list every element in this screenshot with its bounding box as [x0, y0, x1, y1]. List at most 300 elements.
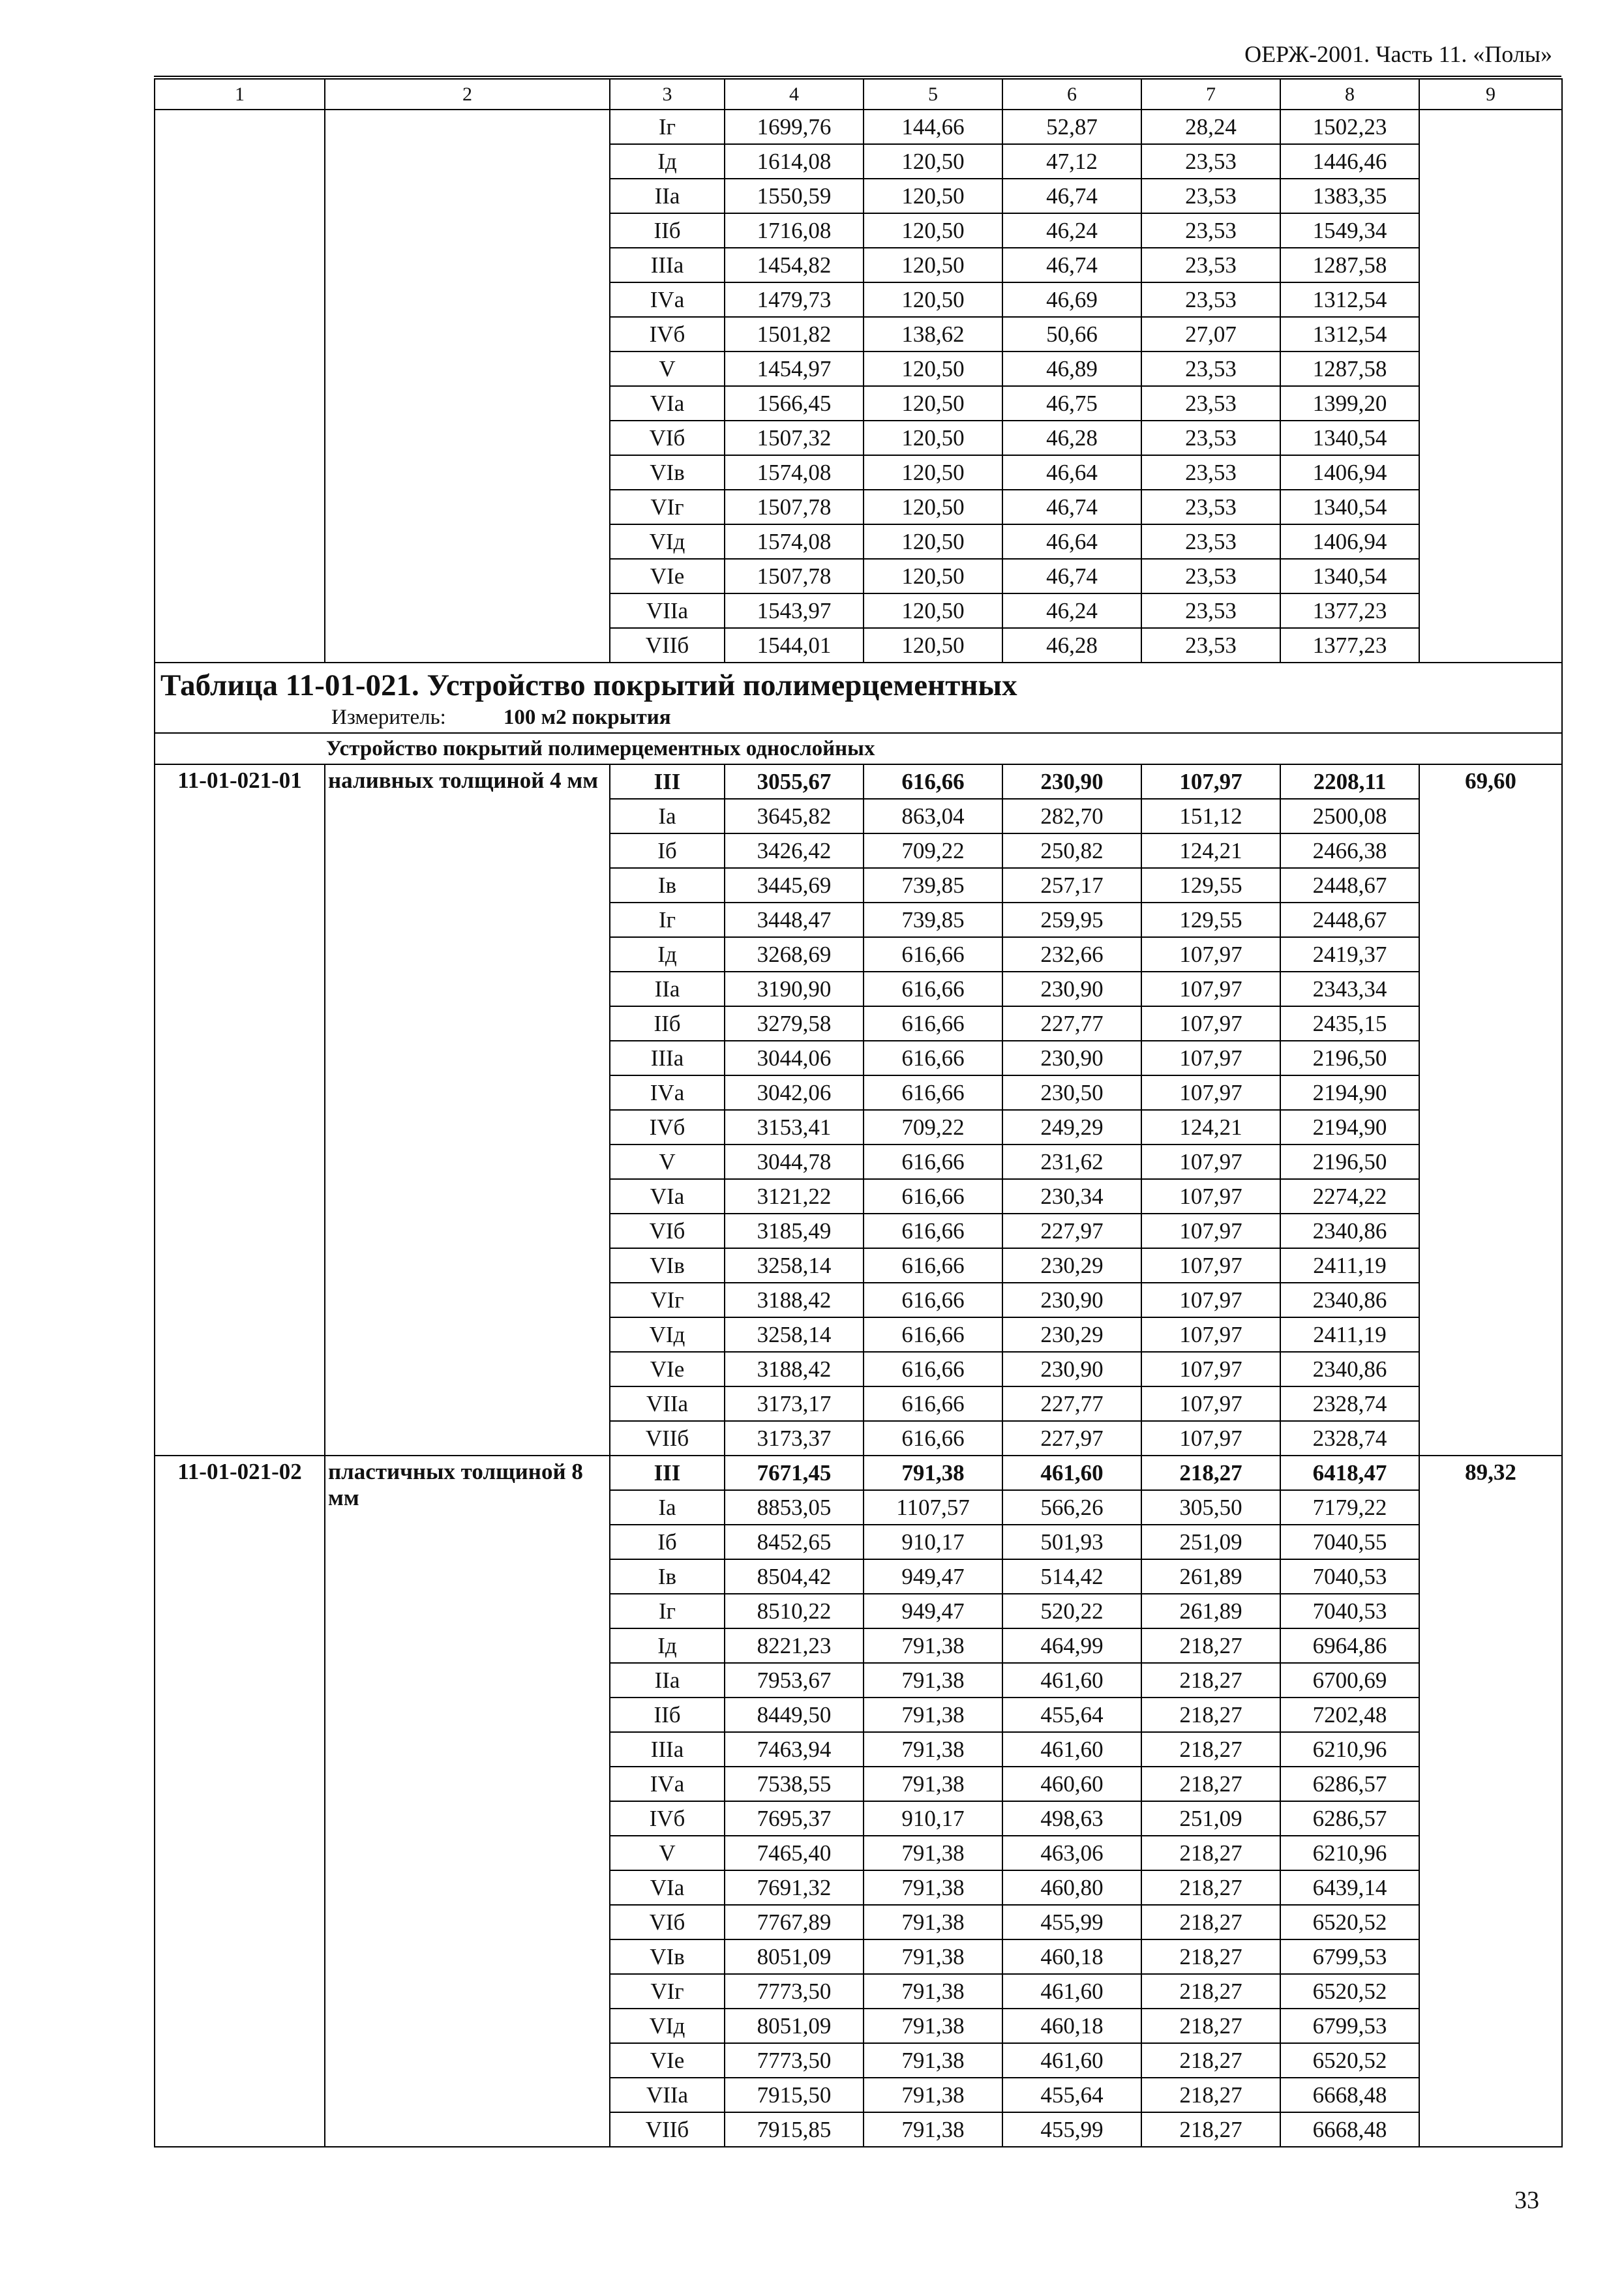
value-cell: 1340,54 — [1280, 490, 1419, 524]
value-cell: 616,66 — [864, 1421, 1002, 1456]
value-cell: 46,74 — [1002, 248, 1141, 282]
value-cell: 107,97 — [1141, 972, 1280, 1006]
value-cell: 1287,58 — [1280, 352, 1419, 386]
value-cell: 1502,23 — [1280, 110, 1419, 144]
value-cell: 3645,82 — [725, 799, 864, 833]
table-row — [155, 110, 1562, 144]
value-cell: 138,62 — [864, 317, 1002, 352]
zone-cell: Iа — [610, 1490, 725, 1525]
value-cell: 120,50 — [864, 628, 1002, 663]
value-cell: 791,38 — [864, 1870, 1002, 1905]
zone-cell: VIIа — [610, 593, 725, 628]
value-cell: 230,90 — [1002, 972, 1141, 1006]
value-cell: 23,53 — [1141, 144, 1280, 179]
value-cell: 1107,57 — [864, 1490, 1002, 1525]
value-cell: 7538,55 — [725, 1767, 864, 1801]
value-cell: 230,50 — [1002, 1075, 1141, 1110]
value-cell: 514,42 — [1002, 1559, 1141, 1594]
value-cell: 6439,14 — [1280, 1870, 1419, 1905]
value-cell: 1406,94 — [1280, 455, 1419, 490]
value-cell: 616,66 — [864, 937, 1002, 972]
value-cell: 3188,42 — [725, 1283, 864, 1317]
zone-cell: VIб — [610, 1905, 725, 1939]
value-cell: 7773,50 — [725, 2043, 864, 2078]
value-cell: 124,21 — [1141, 833, 1280, 868]
value-cell: 1543,97 — [725, 593, 864, 628]
value-cell: 8504,42 — [725, 1559, 864, 1594]
value-cell: 455,64 — [1002, 2078, 1141, 2112]
value-cell: 8051,09 — [725, 1939, 864, 1974]
value-cell: 46,69 — [1002, 282, 1141, 317]
value-cell: 863,04 — [864, 799, 1002, 833]
unit-line — [160, 704, 1556, 732]
value-cell: 2340,86 — [1280, 1283, 1419, 1317]
value-cell: 52,87 — [1002, 110, 1141, 144]
column-number: 3 — [610, 79, 725, 110]
value-cell: 46,89 — [1002, 352, 1141, 386]
value-cell: 7463,94 — [725, 1732, 864, 1767]
value-cell: 791,38 — [864, 2078, 1002, 2112]
value-cell: 1507,78 — [725, 490, 864, 524]
value-cell: 3042,06 — [725, 1075, 864, 1110]
zone-cell: III — [610, 764, 725, 799]
value-cell: 282,70 — [1002, 799, 1141, 833]
value-cell: 6210,96 — [1280, 1836, 1419, 1870]
value-cell: 791,38 — [864, 1974, 1002, 2009]
value-cell: 3190,90 — [725, 972, 864, 1006]
value-cell: 7671,45 — [725, 1456, 864, 1490]
value-cell: 3121,22 — [725, 1179, 864, 1214]
value-cell: 227,77 — [1002, 1006, 1141, 1041]
value-cell: 498,63 — [1002, 1801, 1141, 1836]
value-cell: 791,38 — [864, 1905, 1002, 1939]
value-cell: 8853,05 — [725, 1490, 864, 1525]
value-cell: 2194,90 — [1280, 1110, 1419, 1144]
zone-cell: VIг — [610, 490, 725, 524]
value-cell: 6700,69 — [1280, 1663, 1419, 1698]
value-cell: 616,66 — [864, 1283, 1002, 1317]
value-cell: 46,24 — [1002, 213, 1141, 248]
value-cell: 1507,32 — [725, 421, 864, 455]
value-cell: 3185,49 — [725, 1214, 864, 1248]
value-cell: 249,29 — [1002, 1110, 1141, 1144]
page-number: 33 — [1514, 2187, 1539, 2214]
zone-cell: III — [610, 1456, 725, 1490]
value-cell: 46,28 — [1002, 421, 1141, 455]
value-cell: 107,97 — [1141, 1214, 1280, 1248]
zone-cell: VIв — [610, 455, 725, 490]
value-cell: 2274,22 — [1280, 1179, 1419, 1214]
zone-cell: VIе — [610, 2043, 725, 2078]
zone-cell: IVб — [610, 317, 725, 352]
value-cell: 1454,82 — [725, 248, 864, 282]
value-cell: 46,28 — [1002, 628, 1141, 663]
value-cell: 6520,52 — [1280, 2043, 1419, 2078]
value-cell: 2435,15 — [1280, 1006, 1419, 1041]
value-cell: 120,50 — [864, 282, 1002, 317]
value-cell: 218,27 — [1141, 1939, 1280, 1974]
value-cell: 1614,08 — [725, 144, 864, 179]
value-cell: 460,18 — [1002, 2009, 1141, 2043]
zone-cell: IVб — [610, 1110, 725, 1144]
zone-cell: VIа — [610, 386, 725, 421]
value-cell: 1287,58 — [1280, 248, 1419, 282]
zone-cell: VIд — [610, 1317, 725, 1352]
zone-cell: IIIа — [610, 248, 725, 282]
value-cell: 6286,57 — [1280, 1767, 1419, 1801]
column-number: 6 — [1002, 79, 1141, 110]
value-cell: 3258,14 — [725, 1317, 864, 1352]
value-cell: 261,89 — [1141, 1559, 1280, 1594]
value-cell: 120,50 — [864, 524, 1002, 559]
value-cell: 218,27 — [1141, 2043, 1280, 2078]
column-number-row — [155, 79, 1562, 110]
value-cell: 46,64 — [1002, 524, 1141, 559]
value-cell: 218,27 — [1141, 1870, 1280, 1905]
zone-cell: VIIб — [610, 2112, 725, 2147]
zone-cell: Iв — [610, 1559, 725, 1594]
value-cell: 6668,48 — [1280, 2112, 1419, 2147]
value-cell: 6964,86 — [1280, 1628, 1419, 1663]
value-cell: 2466,38 — [1280, 833, 1419, 868]
value-cell: 3445,69 — [725, 868, 864, 903]
zone-cell: IVб — [610, 1801, 725, 1836]
value-cell: 1406,94 — [1280, 524, 1419, 559]
value-cell: 259,95 — [1002, 903, 1141, 937]
column-number: 2 — [325, 79, 610, 110]
subsection-title: Устройство покрытий полимерцементных однослойных — [155, 733, 1562, 764]
value-cell: 1377,23 — [1280, 593, 1419, 628]
value-cell: 218,27 — [1141, 1836, 1280, 1870]
value-cell: 120,50 — [864, 248, 1002, 282]
value-cell: 739,85 — [864, 903, 1002, 937]
value-cell: 461,60 — [1002, 1974, 1141, 2009]
value-cell: 250,82 — [1002, 833, 1141, 868]
zone-cell: VIд — [610, 524, 725, 559]
value-cell: 218,27 — [1141, 1732, 1280, 1767]
value-cell: 107,97 — [1141, 1248, 1280, 1283]
value-cell: 1566,45 — [725, 386, 864, 421]
zone-cell: IIа — [610, 972, 725, 1006]
value-cell: 218,27 — [1141, 1628, 1280, 1663]
value-cell: 218,27 — [1141, 1663, 1280, 1698]
value-cell: 107,97 — [1141, 1179, 1280, 1214]
zone-cell: IIб — [610, 1698, 725, 1732]
value-cell: 3173,37 — [725, 1421, 864, 1456]
value-cell: 8449,50 — [725, 1698, 864, 1732]
zone-cell: IVа — [610, 1767, 725, 1801]
value-cell: 791,38 — [864, 1732, 1002, 1767]
item-code: 11-01-021-02 — [155, 1456, 325, 2147]
value-cell: 791,38 — [864, 2043, 1002, 2078]
value-cell: 2343,34 — [1280, 972, 1419, 1006]
zone-cell: Iб — [610, 833, 725, 868]
value-cell: 8510,22 — [725, 1594, 864, 1628]
zone-cell: IIб — [610, 1006, 725, 1041]
header-text: ОЕРЖ-2001. Часть 11. «Полы» — [1244, 41, 1552, 67]
value-cell: 7202,48 — [1280, 1698, 1419, 1732]
value-cell: 1399,20 — [1280, 386, 1419, 421]
value-cell: 1574,08 — [725, 455, 864, 490]
value-cell: 709,22 — [864, 833, 1002, 868]
value-cell: 46,74 — [1002, 490, 1141, 524]
value-cell: 2196,50 — [1280, 1041, 1419, 1075]
value-cell: 616,66 — [864, 1144, 1002, 1179]
value-cell: 520,22 — [1002, 1594, 1141, 1628]
value-cell: 23,53 — [1141, 490, 1280, 524]
unit-label: Измеритель: — [331, 706, 446, 729]
value-cell: 8452,65 — [725, 1525, 864, 1559]
value-cell: 616,66 — [864, 1317, 1002, 1352]
value-cell: 7040,53 — [1280, 1559, 1419, 1594]
value-cell: 46,74 — [1002, 559, 1141, 593]
value-cell: 46,75 — [1002, 386, 1141, 421]
zone-cell: IVа — [610, 282, 725, 317]
zone-cell: Iд — [610, 937, 725, 972]
zone-cell: V — [610, 1836, 725, 1870]
value-cell: 3426,42 — [725, 833, 864, 868]
item-extra-value: 89,32 — [1419, 1456, 1562, 2147]
value-cell: 1501,82 — [725, 317, 864, 352]
zone-cell: IIб — [610, 213, 725, 248]
value-cell: 1312,54 — [1280, 317, 1419, 352]
zone-cell: IIа — [610, 179, 725, 213]
value-cell: 616,66 — [864, 1352, 1002, 1386]
value-cell: 50,66 — [1002, 317, 1141, 352]
value-cell: 1312,54 — [1280, 282, 1419, 317]
code-cell — [155, 110, 325, 663]
table-title-cell — [155, 663, 1562, 733]
value-cell: 23,53 — [1141, 179, 1280, 213]
value-cell: 23,53 — [1141, 455, 1280, 490]
value-cell: 144,66 — [864, 110, 1002, 144]
zone-cell: V — [610, 352, 725, 386]
value-cell: 2328,74 — [1280, 1386, 1419, 1421]
table-body — [155, 79, 1562, 2147]
value-cell: 2411,19 — [1280, 1317, 1419, 1352]
value-cell: 2419,37 — [1280, 937, 1419, 972]
zone-cell: VIв — [610, 1248, 725, 1283]
value-cell: 3268,69 — [725, 937, 864, 972]
value-cell: 566,26 — [1002, 1490, 1141, 1525]
value-cell: 218,27 — [1141, 2112, 1280, 2147]
value-cell: 23,53 — [1141, 628, 1280, 663]
value-cell: 8051,09 — [725, 2009, 864, 2043]
value-cell: 120,50 — [864, 455, 1002, 490]
zone-cell: Iг — [610, 110, 725, 144]
value-cell: 107,97 — [1141, 1041, 1280, 1075]
zone-cell: VIа — [610, 1870, 725, 1905]
value-cell: 7179,22 — [1280, 1490, 1419, 1525]
column-number: 5 — [864, 79, 1002, 110]
value-cell: 791,38 — [864, 1836, 1002, 1870]
subsection-row — [155, 733, 1562, 764]
value-cell: 1383,35 — [1280, 179, 1419, 213]
value-cell: 616,66 — [864, 972, 1002, 1006]
value-cell: 107,97 — [1141, 1144, 1280, 1179]
value-cell: 616,66 — [864, 1214, 1002, 1248]
value-cell: 2448,67 — [1280, 868, 1419, 903]
zone-cell: VIIа — [610, 1386, 725, 1421]
value-cell: 6520,52 — [1280, 1905, 1419, 1939]
value-cell: 461,60 — [1002, 1456, 1141, 1490]
value-cell: 2340,86 — [1280, 1214, 1419, 1248]
value-cell: 949,47 — [864, 1594, 1002, 1628]
value-cell: 6286,57 — [1280, 1801, 1419, 1836]
value-cell: 124,21 — [1141, 1110, 1280, 1144]
value-cell: 455,64 — [1002, 1698, 1141, 1732]
zone-cell: Iб — [610, 1525, 725, 1559]
value-cell: 1716,08 — [725, 213, 864, 248]
value-cell: 791,38 — [864, 1767, 1002, 1801]
value-cell: 3448,47 — [725, 903, 864, 937]
value-cell: 218,27 — [1141, 2009, 1280, 2043]
zone-cell: Iг — [610, 903, 725, 937]
value-cell: 261,89 — [1141, 1594, 1280, 1628]
zone-cell: VIе — [610, 559, 725, 593]
column-number: 1 — [155, 79, 325, 110]
value-cell: 47,12 — [1002, 144, 1141, 179]
value-cell: 616,66 — [864, 764, 1002, 799]
value-cell: 616,66 — [864, 1075, 1002, 1110]
value-cell: 791,38 — [864, 1456, 1002, 1490]
value-cell: 230,90 — [1002, 1283, 1141, 1317]
value-cell: 23,53 — [1141, 213, 1280, 248]
value-cell: 949,47 — [864, 1559, 1002, 1594]
value-cell: 218,27 — [1141, 1905, 1280, 1939]
table-row — [155, 1456, 1562, 1490]
value-cell: 28,24 — [1141, 110, 1280, 144]
value-cell: 230,34 — [1002, 1179, 1141, 1214]
value-cell: 7040,55 — [1280, 1525, 1419, 1559]
zone-cell: VIд — [610, 2009, 725, 2043]
value-cell: 1340,54 — [1280, 559, 1419, 593]
table-title: Таблица 11-01-021. Устройство покрытий полимерцементных — [160, 668, 1017, 702]
zone-cell: VIIб — [610, 628, 725, 663]
value-cell: 791,38 — [864, 1939, 1002, 1974]
value-cell: 6799,53 — [1280, 2009, 1419, 2043]
value-cell: 3173,17 — [725, 1386, 864, 1421]
value-cell: 218,27 — [1141, 1698, 1280, 1732]
unit-value: 100 м2 покрытия — [503, 706, 671, 729]
zone-cell: VIIб — [610, 1421, 725, 1456]
value-cell: 107,97 — [1141, 764, 1280, 799]
value-cell: 230,29 — [1002, 1317, 1141, 1352]
value-cell: 218,27 — [1141, 2078, 1280, 2112]
value-cell: 1507,78 — [725, 559, 864, 593]
value-cell: 616,66 — [864, 1006, 1002, 1041]
value-cell: 107,97 — [1141, 1352, 1280, 1386]
value-cell: 7040,53 — [1280, 1594, 1419, 1628]
value-cell: 23,53 — [1141, 386, 1280, 421]
value-cell: 460,18 — [1002, 1939, 1141, 1974]
value-cell: 23,53 — [1141, 593, 1280, 628]
value-cell: 230,29 — [1002, 1248, 1141, 1283]
zone-cell: IIа — [610, 1663, 725, 1698]
value-cell: 1446,46 — [1280, 144, 1419, 179]
value-cell: 7767,89 — [725, 1905, 864, 1939]
value-cell: 230,90 — [1002, 1352, 1141, 1386]
value-cell: 1550,59 — [725, 179, 864, 213]
value-cell: 107,97 — [1141, 937, 1280, 972]
value-cell: 7953,67 — [725, 1663, 864, 1698]
value-cell: 23,53 — [1141, 282, 1280, 317]
value-cell: 218,27 — [1141, 1456, 1280, 1490]
zone-cell: IIIа — [610, 1041, 725, 1075]
value-cell: 107,97 — [1141, 1317, 1280, 1352]
value-cell: 1699,76 — [725, 110, 864, 144]
zone-cell: VIа — [610, 1179, 725, 1214]
zone-cell: VIб — [610, 421, 725, 455]
value-cell: 791,38 — [864, 2009, 1002, 2043]
zone-cell: Iг — [610, 1594, 725, 1628]
value-cell: 1479,73 — [725, 282, 864, 317]
value-cell: 455,99 — [1002, 1905, 1141, 1939]
zone-cell: Iд — [610, 1628, 725, 1663]
value-cell: 1454,97 — [725, 352, 864, 386]
value-cell: 218,27 — [1141, 1974, 1280, 2009]
zone-cell: VIе — [610, 1352, 725, 1386]
price-table — [154, 78, 1563, 2147]
value-cell: 461,60 — [1002, 1732, 1141, 1767]
value-cell: 7695,37 — [725, 1801, 864, 1836]
table-row — [155, 764, 1562, 799]
value-cell: 1549,34 — [1280, 213, 1419, 248]
value-cell: 46,24 — [1002, 593, 1141, 628]
value-cell: 2411,19 — [1280, 1248, 1419, 1283]
value-cell: 2194,90 — [1280, 1075, 1419, 1110]
value-cell: 107,97 — [1141, 1421, 1280, 1456]
zone-cell: IIIа — [610, 1732, 725, 1767]
value-cell: 463,06 — [1002, 1836, 1141, 1870]
value-cell: 616,66 — [864, 1248, 1002, 1283]
value-cell: 6799,53 — [1280, 1939, 1419, 1974]
item-extra-value: 69,60 — [1419, 764, 1562, 1456]
value-cell: 461,60 — [1002, 1663, 1141, 1698]
value-cell: 120,50 — [864, 386, 1002, 421]
value-cell: 3153,41 — [725, 1110, 864, 1144]
value-cell: 23,53 — [1141, 524, 1280, 559]
value-cell: 1377,23 — [1280, 628, 1419, 663]
value-cell: 120,50 — [864, 213, 1002, 248]
value-cell: 120,50 — [864, 593, 1002, 628]
value-cell: 1574,08 — [725, 524, 864, 559]
value-cell: 107,97 — [1141, 1075, 1280, 1110]
table-title-row — [155, 663, 1562, 733]
value-cell: 230,90 — [1002, 1041, 1141, 1075]
value-cell: 151,12 — [1141, 799, 1280, 833]
item-description: пластичных толщиной 8 мм — [325, 1456, 610, 2147]
value-cell: 6520,52 — [1280, 1974, 1419, 2009]
value-cell: 23,53 — [1141, 248, 1280, 282]
zone-cell: VIв — [610, 1939, 725, 1974]
value-cell: 6210,96 — [1280, 1732, 1419, 1767]
value-cell: 120,50 — [864, 352, 1002, 386]
extra-cell — [1419, 110, 1562, 663]
value-cell: 791,38 — [864, 1698, 1002, 1732]
value-cell: 2448,67 — [1280, 903, 1419, 937]
value-cell: 616,66 — [864, 1041, 1002, 1075]
value-cell: 791,38 — [864, 2112, 1002, 2147]
page-header — [154, 37, 1561, 77]
value-cell: 2328,74 — [1280, 1421, 1419, 1456]
value-cell: 1340,54 — [1280, 421, 1419, 455]
value-cell: 461,60 — [1002, 2043, 1141, 2078]
value-cell: 120,50 — [864, 179, 1002, 213]
value-cell: 120,50 — [864, 421, 1002, 455]
value-cell: 251,09 — [1141, 1801, 1280, 1836]
value-cell: 129,55 — [1141, 903, 1280, 937]
